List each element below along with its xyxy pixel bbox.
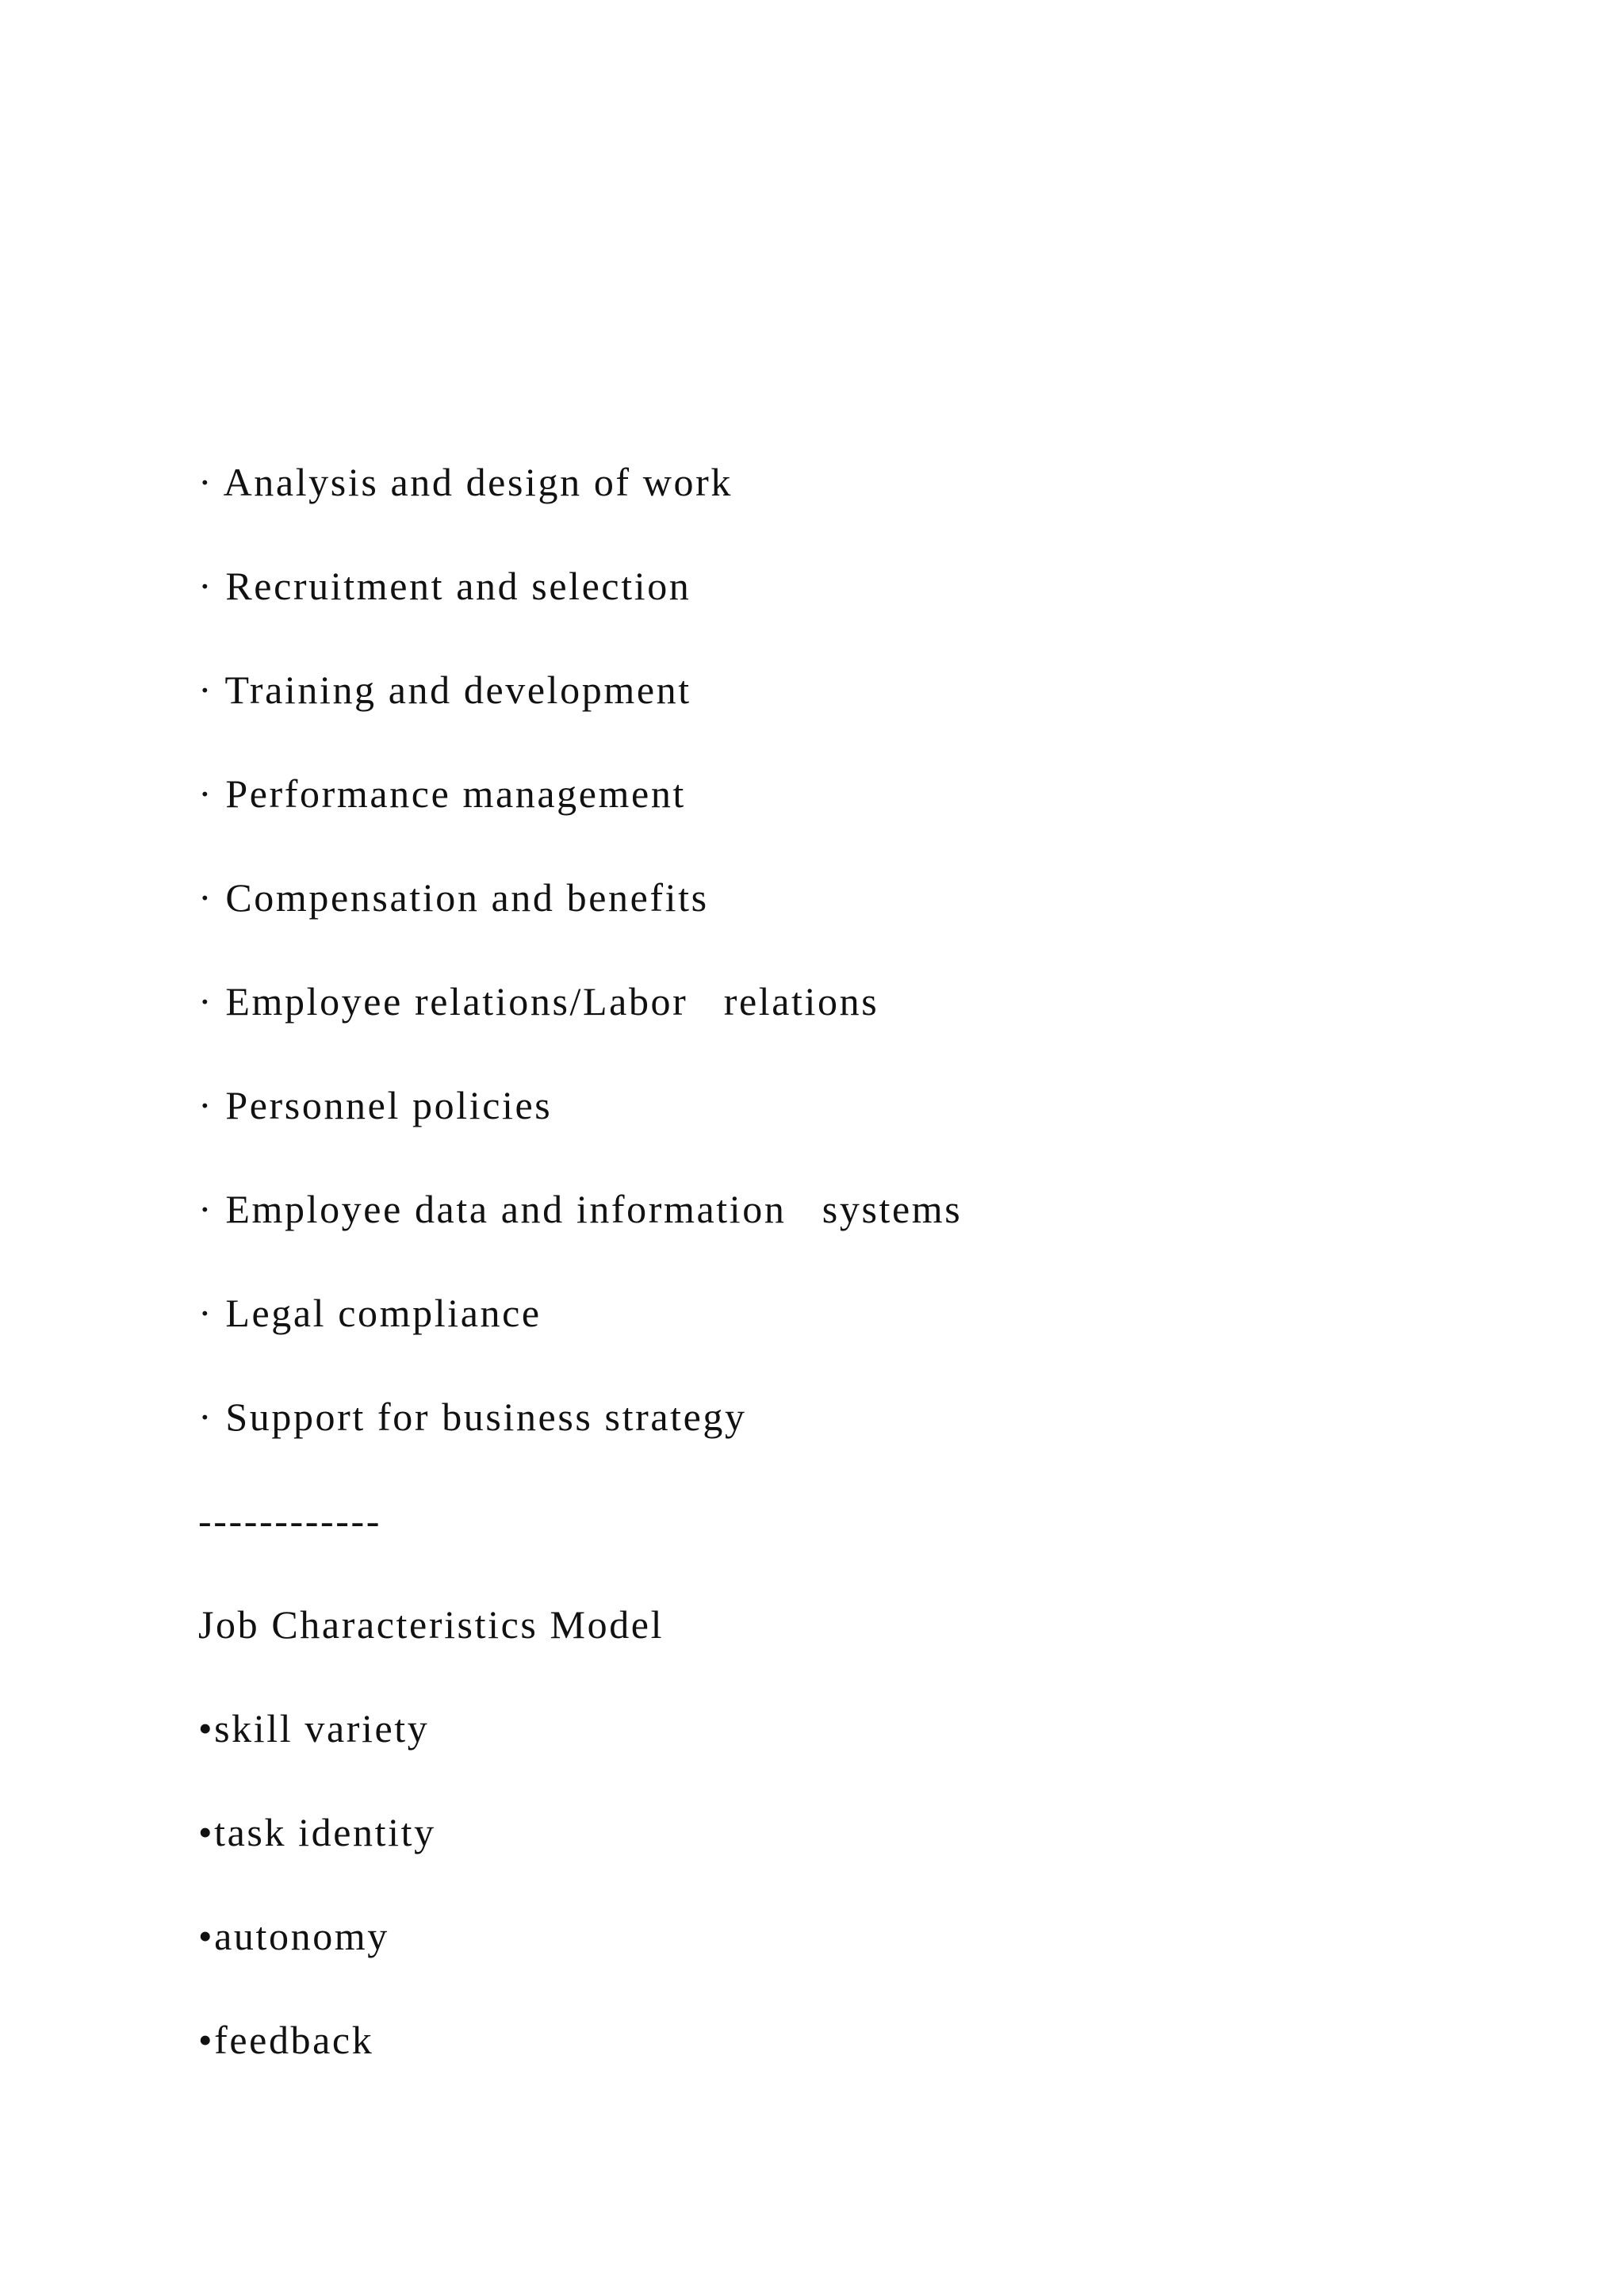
hr-function-item: · Compensation and benefits xyxy=(198,875,709,920)
hr-function-item: · Legal compliance xyxy=(198,1291,542,1335)
model-title: Job Characteristics Model xyxy=(198,1602,665,1647)
hr-function-item: · Support for business strategy xyxy=(198,1395,747,1439)
hr-function-item: · Recruitment and selection xyxy=(198,564,691,608)
hr-function-item: · Employee data and information systems xyxy=(198,1187,963,1231)
model-item: •skill variety xyxy=(198,1706,430,1751)
hr-function-item: · Training and development xyxy=(198,668,691,712)
model-item: •task identity xyxy=(198,1810,436,1854)
hr-function-item: · Personnel policies xyxy=(198,1083,553,1127)
hr-function-item: · Performance management xyxy=(198,771,686,816)
hr-function-item: · Analysis and design of work xyxy=(198,460,733,504)
hr-function-item: · Employee relations/Labor relations xyxy=(198,979,879,1024)
model-item: •feedback xyxy=(198,2018,374,2062)
section-separator: ------------ xyxy=(198,1498,382,1543)
model-item: •autonomy xyxy=(198,1914,389,1958)
